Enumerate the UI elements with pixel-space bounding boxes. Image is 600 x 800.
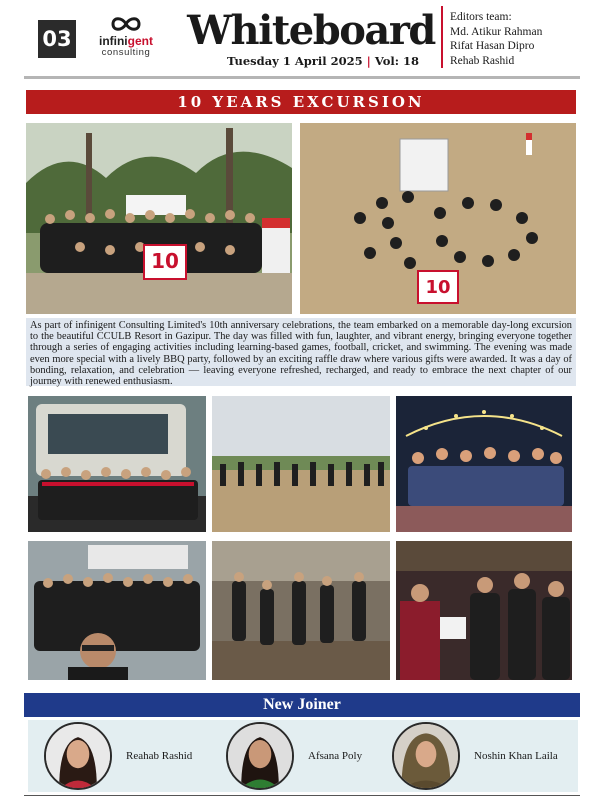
photo-dance-game [212,541,390,680]
joiner-name: Reahab Rashid [126,750,193,762]
photo-evening-group [396,396,572,532]
photo-group-outdoor [26,123,292,314]
editors-heading: Editors team: [450,11,512,23]
section-title-new-joiner: New Joiner [24,693,580,717]
infinity-icon [106,14,146,34]
logo-wordmark: infinigent [98,34,153,48]
editor-name: Md. Atikur Rahman [450,25,543,38]
logo-subtitle: consulting [101,47,151,58]
issue-volume: Vol: 18 [374,54,419,68]
issue-number: 03 [38,20,76,58]
photo-street-selfie [28,541,206,680]
header-rule [24,76,580,79]
section-title-excursion: 10 YEARS EXCURSION [26,90,576,114]
joiner-name: Noshin Khan Laila [474,750,558,762]
issue-date: Tuesday 1 April 2025 [227,54,363,68]
photo-raffle-prize [396,541,572,680]
editors-block [450,10,590,68]
excursion-story: As part of infinigent Consulting Limited's 10th anniversary celebrations, the team embarked on a memorable day-long excursion to the beautiful CCULB Resort in Gazipur. The day was filled with fun, laughter, and vibrant energy, bringing everyone together through a series of engaging activities including learning-based games, football, cricket, and swimming. The evening was made even more special with a lively BBQ party, followed by an exciting raffle draw where various gifts were awarded. It was a day of bonding, relaxation, and celebration — leaving everyone refreshed, recharged, and ready to embrace the next chapter of our journey with renewed enthusiasm. [26,318,576,386]
svg-text:10: 10 [151,249,179,273]
avatar [392,722,460,790]
photo-bus-group [28,396,206,532]
infinigent-logo [92,14,160,64]
masthead-title: Whiteboard [187,7,435,54]
header-divider [441,6,443,68]
dateline-separator: | [366,54,371,68]
svg-text:10: 10 [425,277,451,298]
joiner-name: Afsana Poly [308,750,363,762]
dateline [210,54,436,68]
photo-circle-formation [300,123,576,314]
photo-field-game [212,396,390,532]
editor-name: Rehab Rashid [450,54,515,67]
footer-rule [24,795,580,796]
editor-name: Rifat Hasan Dipro [450,40,535,52]
avatar [44,722,112,790]
avatar [226,722,294,790]
